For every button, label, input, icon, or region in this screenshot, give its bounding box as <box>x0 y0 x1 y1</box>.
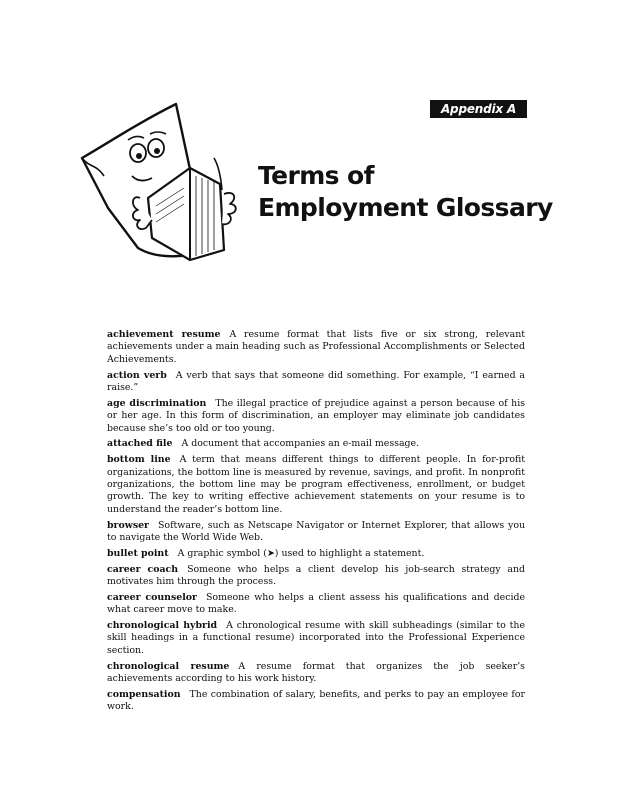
page-title <box>258 160 553 224</box>
glossary-definition: A chronological resume with skill subheadings (similar to the skill headings in a functional resume) incorporated into the Professional Experience section. <box>107 620 525 656</box>
glossary-definition: Someone who helps a client develop his job-search strategy and motivates him through the process. <box>107 563 525 588</box>
appendix-badge: Appendix A <box>430 100 527 118</box>
glossary-term: bullet point <box>107 547 169 559</box>
glossary-term: attached file <box>107 438 173 450</box>
glossary-entry <box>107 661 525 686</box>
glossary-definition: A resume format that organizes the job seeker’s achievements according to his work history. <box>107 660 525 685</box>
glossary-entry <box>107 398 525 435</box>
glossary-definition: A resume format that lists five or six strong, relevant achievements under a main heading such as Professional Accomplishments or Selected Achievements. <box>107 329 525 365</box>
glossary-term: compensation <box>107 688 181 700</box>
glossary-entry <box>107 689 525 714</box>
glossary-term: career counselor <box>107 591 197 603</box>
page-title-line1: Terms of <box>258 161 374 190</box>
character-reading-book-icon <box>78 98 258 268</box>
glossary-definition: A term that means different things to different people. In for-profit organizations, the bottom line is measured by revenue, savings, and profit. In nonprofit organizations, the bottom line may be program effectiveness, enrollment, or budget growth. The key to writing effective achievement statements on your resume is to understand the reader’s bottom line. <box>107 454 525 515</box>
glossary-definition: The combination of salary, benefits, and perks to pay an employee for work. <box>107 688 525 713</box>
glossary-entry <box>107 564 525 589</box>
glossary-entry <box>107 454 525 516</box>
glossary-entry <box>107 370 525 395</box>
glossary-list <box>107 329 525 717</box>
glossary-entry <box>107 438 525 450</box>
glossary-definition: Software, such as Netscape Navigator or Internet Explorer, that allows you to navigate the World Wide Web. <box>107 519 525 544</box>
glossary-term: age discrimination <box>107 397 207 409</box>
glossary-entry <box>107 592 525 617</box>
glossary-term: browser <box>107 519 149 531</box>
glossary-entry <box>107 329 525 366</box>
glossary-term: career coach <box>107 563 179 575</box>
glossary-entry <box>107 520 525 545</box>
page-title-line2: Employment Glossary <box>258 193 553 222</box>
glossary-definition: A document that accompanies an e-mail message. <box>181 438 420 450</box>
glossary-definition: A verb that says that someone did something. For example, “I earned a raise.” <box>107 369 526 394</box>
glossary-definition: A graphic symbol (➤) used to highlight a statement. <box>177 547 425 559</box>
glossary-definition: Someone who helps a client assess his qualifications and decide what career move to make. <box>107 591 525 616</box>
glossary-definition: The illegal practice of prejudice against a person because of his or her age. In this form of discrimination, an employer may eliminate job candidates because she’s too old or too young. <box>107 397 526 434</box>
glossary-term: achievement resume <box>107 329 221 340</box>
glossary-term: chronological resume <box>107 660 230 672</box>
glossary-entry <box>107 620 525 657</box>
glossary-term: action verb <box>107 369 167 381</box>
glossary-entry <box>107 548 525 560</box>
glossary-term: chronological hybrid <box>107 620 218 632</box>
glossary-term: bottom line <box>107 454 171 466</box>
